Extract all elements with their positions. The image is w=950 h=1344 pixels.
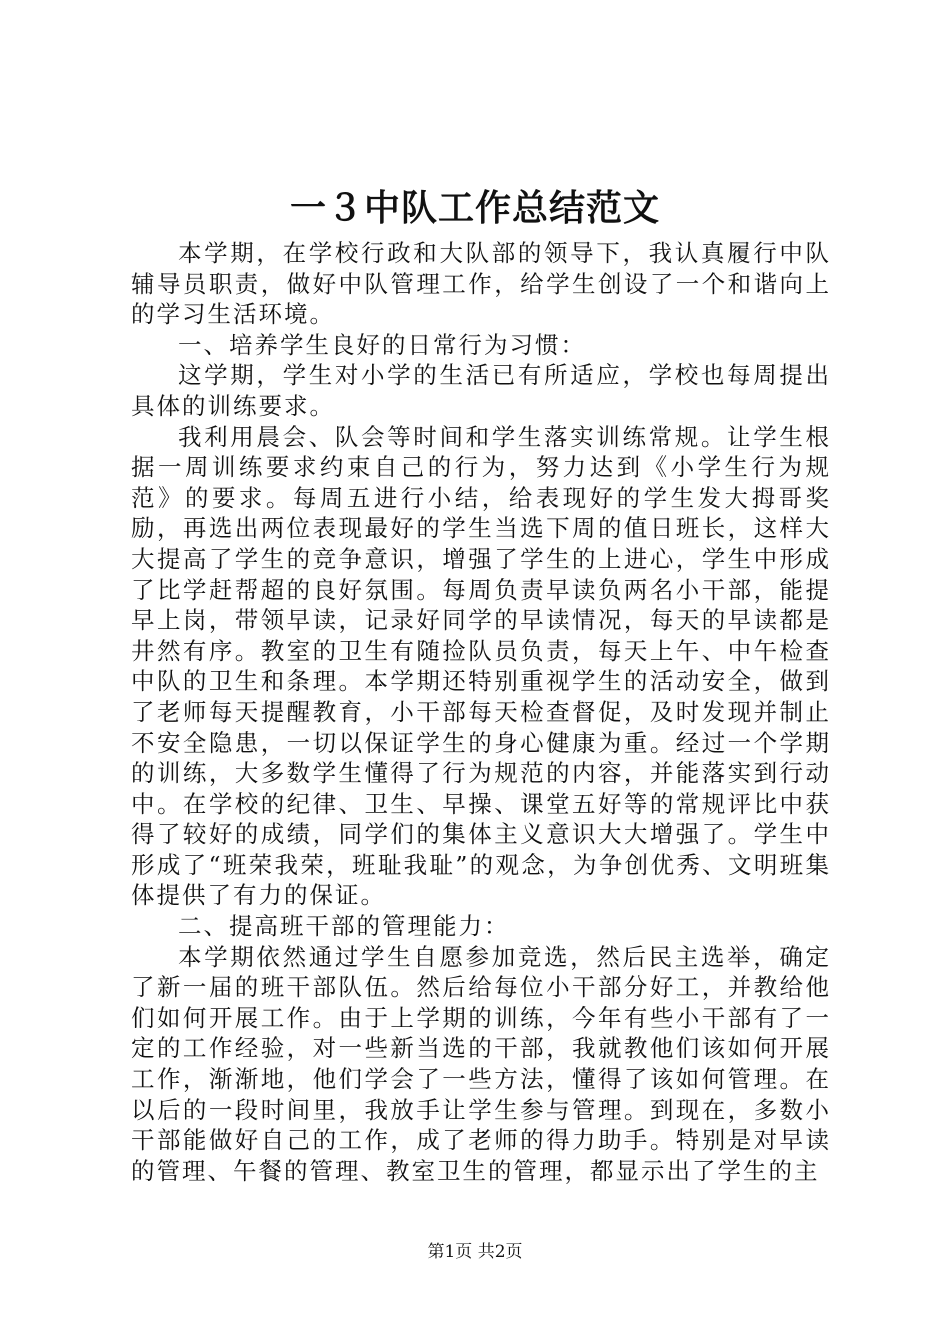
document-body <box>131 238 831 1186</box>
page-footer: 第1页 共2页 <box>427 1242 523 1262</box>
section-heading-2: 二、提高班干部的管理能力： <box>178 912 510 941</box>
paragraph-intro: 本学期，在学校行政和大队部的领导下，我认真履行中队辅导员职责，做好中队管理工作，给学生创设了一个和谐向上的学习生活环境。 <box>131 239 831 329</box>
document-title: 一３中队工作总结范文 <box>289 187 660 229</box>
paragraph-section-2-body: 本学期依然通过学生自愿参加竞选，然后民主选举，确定了新一届的班干部队伍。然后给每位小干部分好工，并教给他们如何开展工作。由于上学期的训练，今年有些小干部有了一定的工作经验，对一些新当选的干部，我就教他们该如何开展工作，渐渐地，他们学会了一些方法，懂得了该如何管理。在以后的一段时间里，我放手让学生参与管理。到现在，多数小干部能做好自己的工作，成了老师的得力助手。特别是对早读的管理、午餐的管理、教室卫生的管理，都显示出了学生的主 <box>131 942 831 1185</box>
paragraph-section-1-intro: 这学期，学生对小学的生活已有所适应，学校也每周提出具体的训练要求。 <box>131 361 831 420</box>
paragraph-section-1-body: 我利用晨会、队会等时间和学生落实训练常规。让学生根据一周训练要求约束自己的行为，努力达到《小学生行为规范》的要求。每周五进行小结，给表现好的学生发大拇哥奖励，再选出两位表现最好的学生当选下周的值日班长，这样大大提高了学生的竞争意识，增强了学生的上进心，学生中形成了比学赶帮超的良好氛围。每周负责早读负两名小干部，能提早上岗，带领早读，记录好同学的早读情况，每天的早读都是井然有序。教室的卫生有随捡队员负责，每天上午、中午检查中队的卫生和条理。本学期还特别重视学生的活动安全，做到了老师每天提醒教育，小干部每天检查督促，及时发现并制止不安全隐患，一切以保证学生的身心健康为重。经过一个学期的训练，大多数学生懂得了行为规范的内容，并能落实到行动中。在学校的纪律、卫生、早操、课堂五好等的常规评比中获得了较好的成绩，同学们的集体主义意识大大增强了。学生中形成了“班荣我荣，班耻我耻”的观念，为争创优秀、文明班集体提供了有力的保证。 <box>131 422 831 910</box>
section-heading-1: 一、培养学生良好的日常行为习惯： <box>178 330 586 359</box>
